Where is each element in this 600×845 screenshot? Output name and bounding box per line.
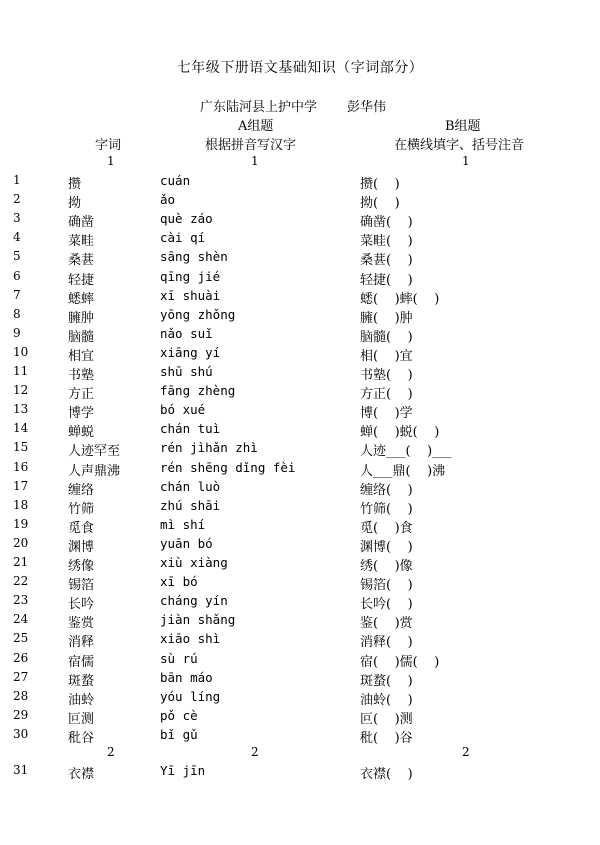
row-pinyin: yōng zhǒng	[160, 306, 236, 322]
row-pinyin: xiù xiàng	[160, 555, 228, 570]
row-fill-blank: 攒( )	[360, 177, 400, 192]
row-number: 19	[13, 516, 29, 531]
row-pinyin: xī shuài	[160, 287, 221, 303]
table-row	[0, 440, 600, 459]
row-word: 攒	[68, 177, 82, 192]
row-fill-blank: 长吟( )	[360, 597, 413, 613]
row-fill-blank: 人迹___( )___	[360, 444, 452, 460]
row-word: 消释	[68, 635, 95, 651]
row-word: 博学	[68, 406, 95, 422]
row-word: 锡箔	[68, 578, 95, 594]
row-pinyin: sù rú	[160, 650, 198, 666]
column-header-fill: 在横线填字、括号注音	[394, 138, 525, 153]
row-word: 叵测	[68, 711, 95, 727]
page-title: 七年级下册语文基础知识（字词部分）	[176, 60, 424, 76]
row-fill-blank: 斑蝥( )	[360, 673, 413, 689]
row-pinyin: cháng yín	[160, 593, 228, 609]
row-word: 缠络	[68, 482, 95, 498]
row-pinyin: shū shú	[160, 364, 213, 379]
column-header-pinyin: 根据拼音写汉字	[205, 138, 297, 153]
row-word: 蟋蟀	[68, 291, 95, 307]
row-pinyin: zhú shāi	[160, 497, 221, 513]
group-a-heading: A组题	[238, 119, 274, 134]
table-row	[0, 555, 600, 574]
table-row	[0, 211, 600, 230]
row-number: 26	[13, 650, 29, 665]
row-pinyin: qīng jié	[160, 268, 221, 284]
table-row	[0, 517, 600, 536]
row-number: 31	[13, 763, 29, 777]
row-number: 16	[13, 459, 29, 474]
table-row	[0, 421, 600, 440]
section-2-number-a: 2	[107, 745, 115, 759]
row-number: 9	[13, 325, 21, 340]
row-word: 绣像	[68, 559, 95, 574]
section-1-number-b: 1	[251, 154, 259, 168]
table-row	[0, 670, 600, 689]
row-fill-blank: 方正( )	[360, 387, 413, 403]
table-row	[0, 479, 600, 498]
row-number: 4	[13, 230, 21, 245]
row-fill-blank: 菜畦( )	[360, 234, 413, 250]
row-word: 臃肿	[68, 310, 95, 326]
table-row	[0, 402, 600, 421]
row-number: 27	[13, 669, 29, 684]
row-fill-blank: 书塾( )	[360, 368, 413, 383]
table-row	[0, 192, 600, 211]
row-fill-blank: 轻捷( )	[360, 272, 413, 288]
table-row	[0, 651, 600, 670]
row-number: 3	[13, 211, 21, 226]
row-pinyin: bó xué	[160, 402, 206, 418]
table-row	[0, 364, 600, 383]
table-row	[0, 307, 600, 326]
row-pinyin: xī bó	[160, 574, 198, 590]
row-word: 相宜	[68, 348, 95, 364]
row-fill-blank: 相( )宜	[360, 348, 413, 364]
section-2-number-b: 2	[251, 745, 259, 759]
row-fill-blank: 桑葚( )	[360, 253, 413, 269]
row-word: 竹筛	[68, 501, 95, 517]
row-number: 14	[13, 421, 29, 436]
row-pinyin: nǎo suǐ	[160, 325, 213, 341]
row-fill-blank: 蝉( )蜕( )	[360, 425, 440, 441]
row-fill-blank: 衣襟( )	[360, 767, 413, 782]
table-row	[0, 269, 600, 288]
row-fill-blank: 宿( )儒( )	[360, 654, 440, 670]
row-number: 6	[13, 268, 21, 283]
row-fill-blank: 锡箔( )	[360, 578, 413, 594]
table-row	[0, 536, 600, 555]
table-row	[0, 249, 600, 268]
table-row	[0, 460, 600, 479]
row-fill-blank: 脑髓( )	[360, 329, 413, 345]
row-word: 拗	[68, 196, 82, 212]
row-pinyin: què záo	[160, 211, 213, 227]
row-number: 10	[13, 344, 29, 359]
row-word: 长吟	[68, 597, 95, 613]
row-number: 25	[13, 631, 29, 646]
row-word: 确凿	[68, 215, 95, 231]
table-row	[0, 574, 600, 593]
author-name: 彭华伟	[347, 100, 387, 115]
row-fill-blank: 蟋( )蟀( )	[360, 291, 440, 307]
table-row	[0, 593, 600, 612]
row-pinyin: ǎo	[160, 192, 176, 208]
row-fill-blank: 博( )学	[360, 406, 413, 422]
row-word: 宿儒	[68, 654, 95, 670]
row-number: 11	[13, 364, 29, 378]
row-pinyin: pǒ cè	[160, 707, 198, 723]
row-pinyin: cài qí	[160, 230, 206, 246]
section-2-number-c: 2	[462, 745, 470, 759]
row-pinyin: yóu líng	[160, 688, 221, 704]
table-row	[0, 727, 600, 746]
row-pinyin: xiāo shì	[160, 631, 221, 647]
table-row	[0, 230, 600, 249]
row-number: 22	[13, 574, 29, 589]
row-word: 菜畦	[68, 234, 95, 250]
section-1-number-c: 1	[462, 154, 470, 168]
row-fill-blank: 人___鼎( )沸	[360, 463, 446, 479]
table-row	[0, 763, 600, 782]
row-fill-blank: 消释( )	[360, 635, 413, 651]
row-word: 渊博	[68, 539, 95, 555]
row-fill-blank: 绣( )像	[360, 559, 413, 574]
row-fill-blank: 秕( )谷	[360, 730, 413, 746]
row-pinyin: chán tuì	[160, 421, 221, 437]
row-fill-blank: 叵( )测	[360, 711, 413, 727]
row-word: 衣襟	[68, 767, 95, 782]
row-fill-blank: 竹筛( )	[360, 501, 413, 517]
table-row	[0, 689, 600, 708]
row-pinyin: fāng zhèng	[160, 383, 236, 399]
table-row	[0, 383, 600, 402]
row-number: 7	[13, 287, 21, 302]
row-word: 桑葚	[68, 253, 95, 269]
row-number: 5	[13, 249, 21, 264]
row-pinyin: jiàn shǎng	[160, 612, 236, 628]
row-word: 方正	[68, 387, 95, 403]
row-fill-blank: 油蛉( )	[360, 692, 413, 708]
table-row	[0, 631, 600, 650]
row-number: 28	[13, 688, 29, 703]
row-number: 30	[13, 726, 29, 741]
table-row	[0, 326, 600, 345]
group-b-heading: B组题	[445, 119, 481, 134]
row-pinyin: xiāng yí	[160, 344, 221, 360]
row-number: 15	[13, 440, 29, 455]
column-header-word: 字词	[95, 138, 122, 153]
row-pinyin: mì shí	[160, 516, 206, 532]
row-pinyin: cuán	[160, 173, 191, 188]
section-1-number-a: 1	[107, 154, 115, 168]
row-word: 脑髓	[68, 329, 95, 345]
row-number: 12	[13, 383, 29, 398]
row-pinyin: rén jìhǎn zhì	[160, 440, 258, 456]
row-word: 鉴赏	[68, 616, 95, 632]
row-word: 觅食	[68, 520, 95, 536]
row-word: 蝉蜕	[68, 425, 95, 441]
row-fill-blank: 鉴( )赏	[360, 616, 413, 632]
row-fill-blank: 确凿( )	[360, 215, 413, 231]
row-number: 2	[13, 192, 21, 207]
row-word: 轻捷	[68, 272, 95, 288]
row-pinyin: bǐ gǔ	[160, 726, 198, 742]
school-name: 广东陆河县上护中学	[200, 100, 318, 115]
row-pinyin: sāng shèn	[160, 249, 228, 265]
row-number: 29	[13, 707, 29, 722]
row-number: 23	[13, 593, 29, 608]
row-pinyin: chán luò	[160, 478, 221, 494]
table-row	[0, 345, 600, 364]
row-word: 油蛉	[68, 692, 95, 708]
row-pinyin: rén shēng dǐng fèi	[160, 459, 296, 475]
row-fill-blank: 渊博( )	[360, 539, 413, 555]
row-word: 人声鼎沸	[68, 463, 121, 479]
row-pinyin: bān máo	[160, 669, 213, 685]
row-fill-blank: 臃( )肿	[360, 310, 413, 326]
row-number: 8	[13, 306, 21, 321]
row-number: 18	[13, 497, 29, 512]
row-number: 20	[13, 535, 29, 550]
table-row	[0, 708, 600, 727]
row-number: 13	[13, 402, 29, 417]
row-number: 17	[13, 478, 29, 493]
row-word: 秕谷	[68, 730, 95, 746]
row-word: 斑蝥	[68, 673, 95, 689]
row-number: 1	[13, 173, 21, 187]
row-word: 书塾	[68, 368, 95, 383]
table-row	[0, 173, 600, 192]
table-row	[0, 612, 600, 631]
table-row	[0, 288, 600, 307]
row-number: 24	[13, 612, 29, 627]
row-number: 21	[13, 555, 29, 569]
row-pinyin: yuān bó	[160, 535, 213, 551]
row-fill-blank: 缠络( )	[360, 482, 413, 498]
row-fill-blank: 觅( )食	[360, 520, 413, 536]
row-word: 人迹罕至	[68, 444, 121, 460]
table-row	[0, 498, 600, 517]
row-pinyin: Yī jīn	[160, 763, 206, 778]
row-fill-blank: 拗( )	[360, 196, 400, 212]
